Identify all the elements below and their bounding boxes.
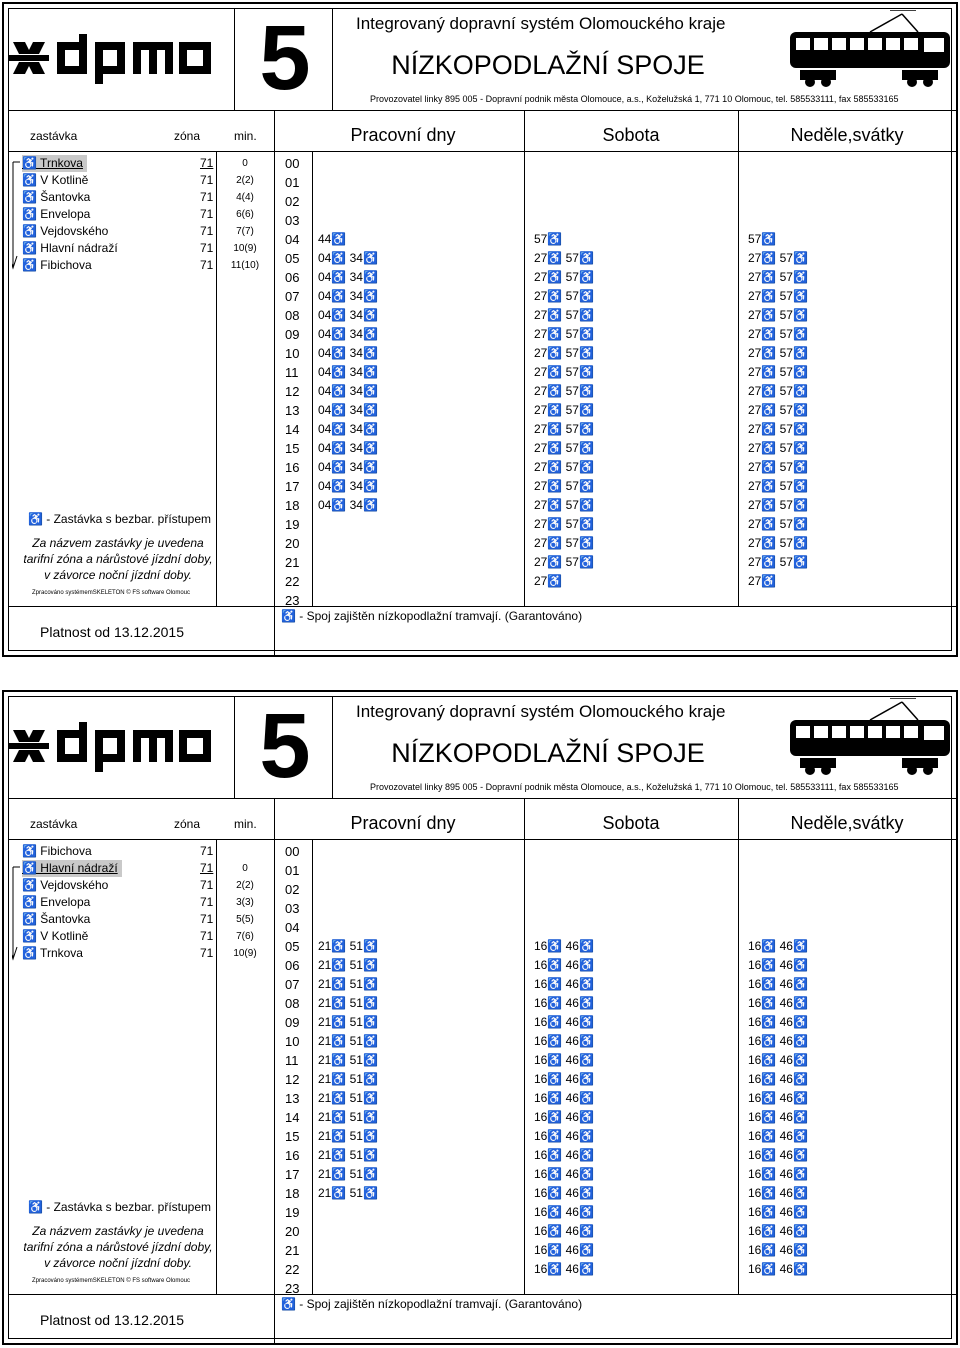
sunday-minutes: 16♿ 46♿ [748, 939, 808, 953]
hour-cell: 23 [285, 1281, 300, 1296]
saturday-minutes: 27♿ [534, 574, 563, 588]
saturday-minutes: 16♿ 46♿ [534, 1224, 594, 1238]
saturday-minutes: 16♿ 46♿ [534, 977, 594, 991]
hour-cell: 07 [285, 289, 300, 304]
hour-cell: 19 [285, 517, 300, 532]
hour-cell: 09 [285, 1015, 300, 1030]
workday-minutes: 21♿ 51♿ [318, 1053, 378, 1067]
hour-cell: 10 [285, 1034, 300, 1049]
stop-zone: 71 [200, 241, 214, 255]
workday-minutes: 04♿ 34♿ [318, 270, 378, 284]
saturday-minutes: 16♿ 46♿ [534, 1243, 594, 1257]
legend-accessibility: ♿ - Zastávka s bezbar. přístupem [28, 1200, 212, 1214]
col-workdays-header: Pracovní dny [350, 125, 456, 145]
saturday-minutes: 27♿ 57♿ [534, 270, 594, 284]
validity-date: Platnost od 13.12.2015 [40, 1312, 185, 1328]
saturday-minutes: 27♿ 57♿ [534, 289, 594, 303]
hour-cell: 00 [285, 156, 300, 171]
hour-cell: 21 [285, 555, 300, 570]
travel-minutes: 10(9) [233, 243, 257, 254]
sunday-minutes: 27♿ 57♿ [748, 270, 808, 284]
tram-icon [790, 698, 950, 776]
col-saturday-header: Sobota [602, 125, 660, 145]
hour-cell: 08 [285, 308, 300, 323]
saturday-minutes: 16♿ 46♿ [534, 1091, 594, 1105]
hour-cell: 18 [285, 498, 300, 513]
workday-minutes: 04♿ 34♿ [318, 346, 378, 360]
workday-minutes: 21♿ 51♿ [318, 1034, 378, 1048]
hour-cell: 05 [285, 251, 300, 266]
workday-minutes: 04♿ 34♿ [318, 327, 378, 341]
stop-zone: 71 [200, 946, 214, 960]
stop-row [22, 894, 232, 911]
hour-cell: 07 [285, 977, 300, 992]
workday-minutes: 21♿ 51♿ [318, 958, 378, 972]
hour-cell: 15 [285, 441, 300, 456]
workday-minutes: 04♿ 34♿ [318, 365, 378, 379]
direction-arrow [12, 160, 22, 270]
footnote-lowfloor: ♿ - Spoj zajištěn nízkopodlažní tramvají. (Garantováno) [281, 609, 583, 623]
travel-minutes: 7(6) [236, 931, 254, 942]
hour-cell: 00 [285, 844, 300, 859]
saturday-minutes: 27♿ 57♿ [534, 441, 594, 455]
hour-cell: 17 [285, 1167, 300, 1182]
hour-cell: 15 [285, 1129, 300, 1144]
stop-name: ♿ Hlavní nádraží [22, 860, 122, 877]
travel-minutes: 4(4) [236, 192, 254, 203]
saturday-minutes: 16♿ 46♿ [534, 1072, 594, 1086]
workday-minutes: 44♿ [318, 232, 347, 246]
saturday-minutes: 27♿ 57♿ [534, 460, 594, 474]
saturday-minutes: 27♿ 57♿ [534, 498, 594, 512]
hour-cell: 19 [285, 1205, 300, 1220]
sunday-minutes: 16♿ 46♿ [748, 1167, 808, 1181]
stop-row [22, 206, 232, 223]
line-number: 5 [259, 695, 311, 797]
header-operator: Provozovatel linky 895 005 - Dopravní podnik města Olomouce, a.s., Koželužská 1, 771 10 Olomouc, tel. 585533111, fax 585533165 [370, 94, 899, 104]
legend-accessibility: ♿ - Zastávka s bezbar. přístupem [28, 512, 212, 526]
stop-name: ♿ Trnkova [22, 946, 83, 960]
stop-row [22, 172, 232, 189]
hour-cell: 16 [285, 460, 300, 475]
saturday-minutes: 27♿ 57♿ [534, 365, 594, 379]
hour-cell: 10 [285, 346, 300, 361]
stop-zone: 71 [200, 929, 214, 943]
stop-zone: 71 [200, 156, 214, 170]
sunday-minutes: 16♿ 46♿ [748, 958, 808, 972]
header-title: Integrovaný dopravní systém Olomouckého kraje [356, 14, 726, 33]
workday-minutes: 04♿ 34♿ [318, 403, 378, 417]
workday-minutes: 21♿ 51♿ [318, 1167, 378, 1181]
sunday-minutes: 16♿ 46♿ [748, 1205, 808, 1219]
col-zone-header: zóna [174, 817, 201, 831]
travel-minutes: 6(6) [236, 209, 254, 220]
stop-name: ♿ Fibichova [22, 258, 92, 272]
saturday-minutes: 16♿ 46♿ [534, 1129, 594, 1143]
stop-zone: 71 [200, 173, 214, 187]
sunday-minutes: 16♿ 46♿ [748, 1243, 808, 1257]
saturday-minutes: 27♿ 57♿ [534, 308, 594, 322]
sunday-minutes: 16♿ 46♿ [748, 1186, 808, 1200]
sunday-minutes: 27♿ [748, 574, 777, 588]
stop-row [22, 860, 232, 877]
saturday-minutes: 27♿ 57♿ [534, 517, 594, 531]
sunday-minutes: 16♿ 46♿ [748, 1072, 808, 1086]
stop-name: ♿ Trnkova [22, 155, 87, 172]
workday-minutes: 04♿ 34♿ [318, 441, 378, 455]
saturday-minutes: 16♿ 46♿ [534, 1167, 594, 1181]
hour-cell: 09 [285, 327, 300, 342]
hour-cell: 06 [285, 270, 300, 285]
saturday-minutes: 16♿ 46♿ [534, 1186, 594, 1200]
legend-zone-note [18, 535, 218, 583]
stop-row [22, 240, 232, 257]
hour-cell: 17 [285, 479, 300, 494]
stop-row [22, 945, 232, 962]
saturday-minutes: 27♿ 57♿ [534, 346, 594, 360]
saturday-minutes: 27♿ 57♿ [534, 384, 594, 398]
workday-minutes: 21♿ 51♿ [318, 1129, 378, 1143]
hour-cell: 12 [285, 1072, 300, 1087]
saturday-minutes: 16♿ 46♿ [534, 1205, 594, 1219]
sunday-minutes: 27♿ 57♿ [748, 498, 808, 512]
hour-cell: 14 [285, 1110, 300, 1125]
hour-cell: 05 [285, 939, 300, 954]
sunday-minutes: 16♿ 46♿ [748, 1110, 808, 1124]
sunday-minutes: 16♿ 46♿ [748, 1034, 808, 1048]
col-min-header: min. [234, 817, 257, 831]
workday-minutes: 04♿ 34♿ [318, 251, 378, 265]
hour-cell: 20 [285, 1224, 300, 1239]
dpmo-logo [9, 32, 216, 84]
stop-name: ♿ Envelopa [22, 895, 91, 909]
hour-cell: 03 [285, 213, 300, 228]
direction-arrow [12, 865, 22, 961]
saturday-minutes: 16♿ 46♿ [534, 996, 594, 1010]
travel-minutes: 10(9) [233, 948, 257, 959]
hour-cell: 02 [285, 194, 300, 209]
header-subtitle: NÍZKOPODLAŽNÍ SPOJE [391, 738, 705, 768]
sunday-minutes: 16♿ 46♿ [748, 1053, 808, 1067]
sunday-minutes: 16♿ 46♿ [748, 1091, 808, 1105]
stop-zone: 71 [200, 258, 214, 272]
workday-minutes: 04♿ 34♿ [318, 498, 378, 512]
workday-minutes: 21♿ 51♿ [318, 1091, 378, 1105]
stop-zone: 71 [200, 912, 214, 926]
stop-zone: 71 [200, 190, 214, 204]
workday-minutes: 21♿ 51♿ [318, 996, 378, 1010]
stop-name: ♿ Šantovka [22, 190, 91, 204]
sunday-minutes: 27♿ 57♿ [748, 422, 808, 436]
workday-minutes: 21♿ 51♿ [318, 939, 378, 953]
travel-minutes: 11(10) [230, 260, 260, 271]
sunday-minutes: 16♿ 46♿ [748, 1262, 808, 1276]
workday-minutes: 21♿ 51♿ [318, 1148, 378, 1162]
stop-name: ♿ Vejdovského [22, 878, 109, 892]
hour-cell: 12 [285, 384, 300, 399]
workday-minutes: 04♿ 34♿ [318, 384, 378, 398]
sunday-minutes: 16♿ 46♿ [748, 1224, 808, 1238]
workday-minutes: 21♿ 51♿ [318, 1072, 378, 1086]
saturday-minutes: 16♿ 46♿ [534, 939, 594, 953]
hour-cell: 22 [285, 574, 300, 589]
header-subtitle: NÍZKOPODLAŽNÍ SPOJE [391, 50, 705, 80]
col-saturday-header: Sobota [602, 813, 660, 833]
stop-name: ♿ Šantovka [22, 912, 91, 926]
hour-cell: 21 [285, 1243, 300, 1258]
hour-cell: 02 [285, 882, 300, 897]
col-min-header: min. [234, 129, 257, 143]
saturday-minutes: 27♿ 57♿ [534, 479, 594, 493]
saturday-minutes: 16♿ 46♿ [534, 958, 594, 972]
tram-icon [790, 10, 950, 88]
sunday-minutes: 27♿ 57♿ [748, 441, 808, 455]
col-sunday-header: Neděle,svátky [790, 125, 904, 145]
stop-zone: 71 [200, 878, 214, 892]
sunday-minutes: 27♿ 57♿ [748, 403, 808, 417]
sunday-minutes: 27♿ 57♿ [748, 365, 808, 379]
sunday-minutes: 27♿ 57♿ [748, 308, 808, 322]
legend-zone-line: v závorce noční jízdní doby. [44, 568, 192, 582]
hour-cell: 16 [285, 1148, 300, 1163]
sunday-minutes: 27♿ 57♿ [748, 460, 808, 474]
workday-minutes: 21♿ 51♿ [318, 1186, 378, 1200]
dpmo-logo [9, 720, 216, 772]
footnote-lowfloor: ♿ - Spoj zajištěn nízkopodlažní tramvají. (Garantováno) [281, 1297, 583, 1311]
hour-cell: 01 [285, 863, 300, 878]
stop-row [22, 155, 232, 172]
workday-minutes: 04♿ 34♿ [318, 460, 378, 474]
sunday-minutes: 27♿ 57♿ [748, 479, 808, 493]
travel-minutes: 3(3) [236, 897, 254, 908]
stop-name: ♿ Fibichova [22, 844, 92, 858]
legend-software: Zpracováno systémemSKELETON © FS software Olomouc [32, 590, 191, 596]
stop-zone: 71 [200, 844, 214, 858]
hour-cell: 13 [285, 1091, 300, 1106]
col-stop-header: zastávka [30, 817, 78, 831]
hour-cell: 04 [285, 232, 300, 247]
travel-minutes: 7(7) [236, 226, 254, 237]
workday-minutes: 04♿ 34♿ [318, 479, 378, 493]
sunday-minutes: 16♿ 46♿ [748, 977, 808, 991]
workday-minutes: 04♿ 34♿ [318, 422, 378, 436]
saturday-minutes: 27♿ 57♿ [534, 422, 594, 436]
sunday-minutes: 16♿ 46♿ [748, 996, 808, 1010]
stop-zone: 71 [200, 861, 214, 875]
stop-name: ♿ V Kotlině [22, 929, 89, 943]
stop-zone: 71 [200, 207, 214, 221]
sunday-minutes: 27♿ 57♿ [748, 555, 808, 569]
legend-zone-line: v závorce noční jízdní doby. [44, 1256, 192, 1270]
hour-cell: 06 [285, 958, 300, 973]
header-title: Integrovaný dopravní systém Olomouckého kraje [356, 702, 726, 721]
stop-row [22, 223, 232, 240]
hour-cell: 22 [285, 1262, 300, 1277]
sunday-minutes: 27♿ 57♿ [748, 536, 808, 550]
legend-zone-note [18, 1223, 218, 1271]
stop-name: ♿ V Kotlině [22, 173, 89, 187]
hour-cell: 11 [285, 1053, 299, 1068]
workday-minutes: 21♿ 51♿ [318, 1015, 378, 1029]
saturday-minutes: 16♿ 46♿ [534, 1034, 594, 1048]
stop-row [22, 928, 232, 945]
col-stop-header: zastávka [30, 129, 78, 143]
legend-zone-line: tarifní zóna a nárůstové jízdní doby, [23, 1240, 213, 1254]
stop-name: ♿ Vejdovského [22, 224, 109, 238]
stop-name: ♿ Envelopa [22, 207, 91, 221]
hour-cell: 03 [285, 901, 300, 916]
saturday-minutes: 27♿ 57♿ [534, 555, 594, 569]
hour-cell: 13 [285, 403, 300, 418]
validity-date: Platnost od 13.12.2015 [40, 624, 185, 640]
stop-zone: 71 [200, 895, 214, 909]
hour-cell: 04 [285, 920, 300, 935]
sunday-minutes: 27♿ 57♿ [748, 327, 808, 341]
line-number: 5 [259, 7, 311, 109]
saturday-minutes: 27♿ 57♿ [534, 251, 594, 265]
hour-cell: 11 [285, 365, 299, 380]
workday-minutes: 21♿ 51♿ [318, 977, 378, 991]
timetable-sheet-1 [2, 2, 958, 657]
sunday-minutes: 27♿ 57♿ [748, 517, 808, 531]
travel-minutes: 2(2) [236, 880, 254, 891]
col-zone-header: zóna [174, 129, 201, 143]
sunday-minutes: 16♿ 46♿ [748, 1015, 808, 1029]
legend-zone-line: tarifní zóna a nárůstové jízdní doby, [23, 552, 213, 566]
workday-minutes: 04♿ 34♿ [318, 289, 378, 303]
header-operator: Provozovatel linky 895 005 - Dopravní podnik města Olomouce, a.s., Koželužská 1, 771 10 Olomouc, tel. 585533111, fax 585533165 [370, 782, 899, 792]
stop-row [22, 911, 232, 928]
timetable-sheet-2 [2, 690, 958, 1345]
hour-cell: 08 [285, 996, 300, 1011]
stop-row [22, 189, 232, 206]
stop-row [22, 257, 232, 274]
legend-software: Zpracováno systémemSKELETON © FS software Olomouc [32, 1278, 191, 1284]
saturday-minutes: 16♿ 46♿ [534, 1015, 594, 1029]
col-workdays-header: Pracovní dny [350, 813, 456, 833]
sunday-minutes: 27♿ 57♿ [748, 289, 808, 303]
sunday-minutes: 57♿ [748, 232, 777, 246]
saturday-minutes: 27♿ 57♿ [534, 536, 594, 550]
saturday-minutes: 16♿ 46♿ [534, 1110, 594, 1124]
hour-cell: 01 [285, 175, 300, 190]
travel-minutes: 5(5) [236, 914, 254, 925]
sunday-minutes: 27♿ 57♿ [748, 251, 808, 265]
sunday-minutes: 27♿ 57♿ [748, 346, 808, 360]
legend-zone-line: Za názvem zastávky je uvedena [32, 1224, 204, 1238]
hour-cell: 23 [285, 593, 300, 608]
saturday-minutes: 16♿ 46♿ [534, 1148, 594, 1162]
hour-cell: 20 [285, 536, 300, 551]
saturday-minutes: 27♿ 57♿ [534, 403, 594, 417]
workday-minutes: 21♿ 51♿ [318, 1110, 378, 1124]
workday-minutes: 04♿ 34♿ [318, 308, 378, 322]
sunday-minutes: 16♿ 46♿ [748, 1148, 808, 1162]
stop-row [22, 877, 232, 894]
hour-cell: 14 [285, 422, 300, 437]
saturday-minutes: 57♿ [534, 232, 563, 246]
stop-row [22, 843, 232, 860]
saturday-minutes: 16♿ 46♿ [534, 1262, 594, 1276]
saturday-minutes: 27♿ 57♿ [534, 327, 594, 341]
hour-cell: 18 [285, 1186, 300, 1201]
travel-minutes [218, 843, 272, 860]
legend-zone-line: Za názvem zastávky je uvedena [32, 536, 204, 550]
travel-minutes: 0 [242, 158, 248, 169]
saturday-minutes: 16♿ 46♿ [534, 1053, 594, 1067]
stop-name: ♿ Hlavní nádraží [22, 241, 118, 255]
stop-zone: 71 [200, 224, 214, 238]
sunday-minutes: 16♿ 46♿ [748, 1129, 808, 1143]
travel-minutes: 0 [242, 863, 248, 874]
sunday-minutes: 27♿ 57♿ [748, 384, 808, 398]
travel-minutes: 2(2) [236, 175, 254, 186]
col-sunday-header: Neděle,svátky [790, 813, 904, 833]
